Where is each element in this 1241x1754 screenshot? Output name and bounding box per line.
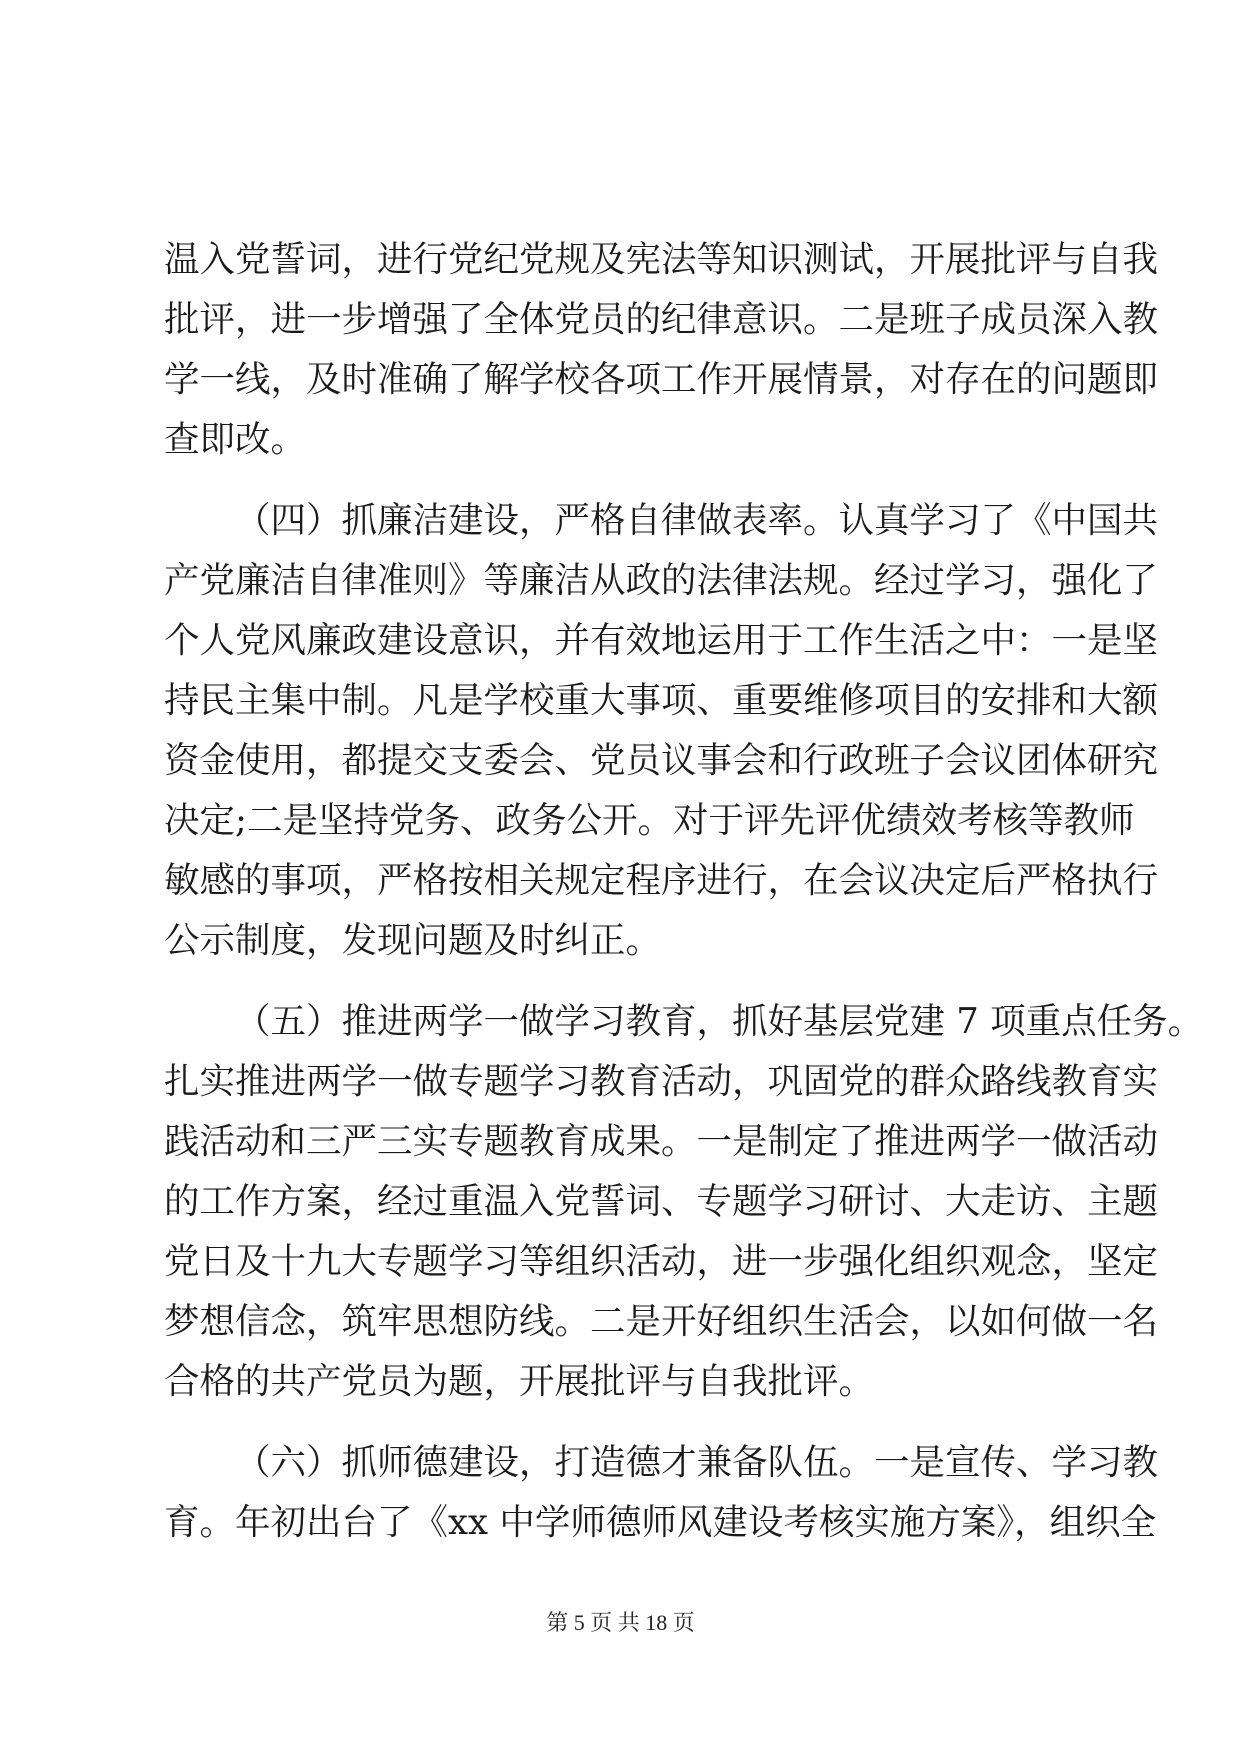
text-line: 温入党誓词，进行党纪党规及宪法等知识测试，开展批评与自我 (164, 239, 1159, 280)
text-line: （六）抓师德建设，打造德才兼备队伍。一是宣传、学习教 (235, 1442, 1159, 1483)
text-line: 查即改。 (164, 419, 307, 460)
text-line: 践活动和三严三实专题教育成果。一是制定了推进两学一做活动 (164, 1121, 1159, 1162)
paragraph (164, 491, 1159, 971)
page-footer: 第 5 页 共 18 页 (546, 1610, 695, 1635)
text-line: 资金使用，都提交支委会、党员议事会和行政班子会议团体研究 (164, 740, 1159, 781)
document-body (164, 230, 1204, 1553)
text-line: 决定;二是坚持党务、政务公开。对于评先评优绩效考核等教师 (164, 800, 1135, 841)
paragraph (164, 992, 1204, 1412)
text-line: （五）推进两学一做学习教育，抓好基层党建 7 项重点任务。 (235, 1001, 1204, 1042)
text-line: 合格的共产党员为题，开展批评与自我批评。 (164, 1361, 875, 1402)
text-line: 批评，进一步增强了全体党员的纪律意识。二是班子成员深入教 (164, 299, 1159, 340)
text-line: 党日及十九大专题学习等组织活动，进一步强化组织观念，坚定 (164, 1241, 1159, 1282)
text-line: 持民主集中制。凡是学校重大事项、重要维修项目的安排和大额 (164, 680, 1159, 721)
text-line: 育。年初出台了《xx 中学师德师风建设考核实施方案》，组织全 (164, 1502, 1157, 1543)
text-line: 公示制度，发现问题及时纠正。 (164, 920, 662, 961)
paragraph (164, 1433, 1159, 1553)
text-line: 梦想信念，筑牢思想防线。二是开好组织生活会，以如何做一名 (164, 1301, 1159, 1342)
text-line: 产党廉洁自律准则》等廉洁从政的法律法规。经过学习，强化了 (164, 560, 1159, 601)
text-line: 的工作方案，经过重温入党誓词、专题学习研讨、大走访、主题 (164, 1181, 1159, 1222)
text-line: 个人党风廉政建设意识，并有效地运用于工作生活之中：一是坚 (164, 620, 1159, 661)
text-line: 扎实推进两学一做专题学习教育活动，巩固党的群众路线教育实 (164, 1061, 1159, 1102)
text-line: 敏感的事项，严格按相关规定程序进行，在会议决定后严格执行 (164, 860, 1159, 901)
paragraph (164, 230, 1159, 470)
text-line: （四）抓廉洁建设，严格自律做表率。认真学习了《中国共 (235, 500, 1159, 541)
text-line: 学一线，及时准确了解学校各项工作开展情景，对存在的问题即 (164, 359, 1159, 400)
